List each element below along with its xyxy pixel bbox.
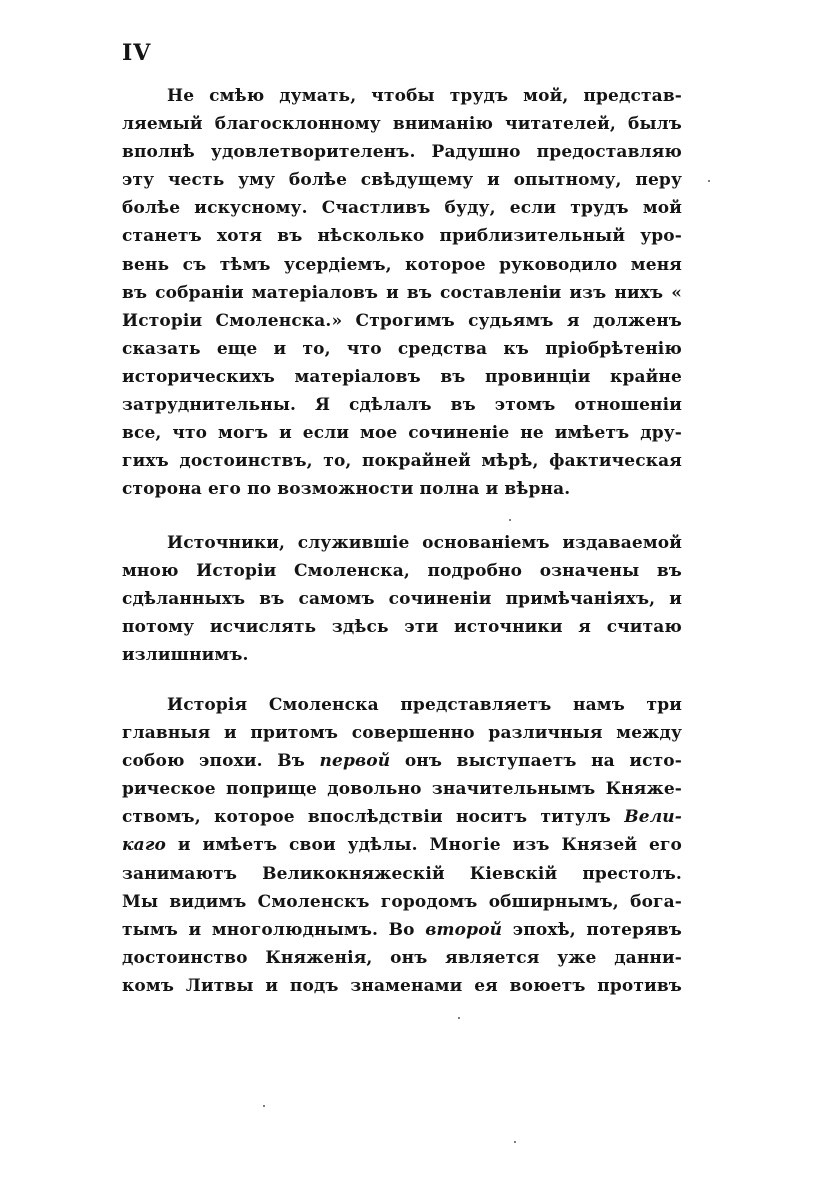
text-line: собою эпохи. Въ первой онъ выступаетъ на исто- [122,751,682,772]
text-line: все, что могъ и если мое сочиненіе не имѣетъ дру- [122,423,682,444]
text-line: излишнимъ. [122,645,249,666]
scan-speck [514,1141,516,1143]
text-line: потому исчислять здѣсь эти источники я считаю [122,617,682,638]
emphasized-word: Вели- [624,807,682,828]
text-line: Источники, служившіе основаніемъ издаваемой [167,533,682,553]
scan-speck [708,180,710,182]
paragraph-1 [122,82,682,503]
text-line: Исторіи Смоленска.» Строгимъ судьямъ я долженъ [122,310,682,331]
text-line: вполнѣ удовлетворителенъ. Радушно предоставляю [122,142,682,163]
text-line: ствомъ, которое впослѣдствіи носитъ титулъ Вели- [122,807,682,828]
text-line: сторона его по возможности полна и вѣрна. [122,479,571,500]
text-line: станетъ хотя въ нѣсколько приблизительный уро- [122,226,682,247]
paragraph-3 [122,691,682,1000]
text-line: сказать еще и то, что средства къ пріобрѣтенію [122,338,682,359]
text-line: каго и имѣетъ свои удѣлы. Многіе изъ Князей его [122,835,682,856]
text-line: тымъ и многолюднымъ. Во второй эпохѣ, потерявъ [122,919,682,940]
text-line: главныя и притомъ совершенно различныя между [122,723,682,744]
paragraph-2 [122,529,682,669]
text-line: историческихъ матеріаловъ въ провинціи крайне [122,366,682,387]
page-number: IV [122,40,152,66]
text-line: вень съ тѣмъ усердіемъ, которое руководило меня [122,254,682,275]
text-line: достоинство Княженія, онъ является уже данни- [122,947,682,968]
text-line: ляемый благосклонному вниманію читателей, былъ [122,114,682,135]
text-line: болѣе искусному. Счастливъ буду, если трудъ мой [122,198,682,219]
scan-speck [509,519,511,521]
emphasized-word: второй [425,919,503,940]
scan-speck [263,1105,265,1107]
text-line: Не смѣю думать, чтобы трудъ мой, представ- [167,86,682,106]
text-line: мною Исторіи Смоленска, подробно означены въ [122,561,682,582]
emphasized-word: первой [319,751,391,772]
text-line: въ собраніи матеріаловъ и въ составленіи изъ нихъ « [122,282,682,303]
text-line: гихъ достоинствъ, то, покрайней мѣрѣ, фактическая [122,451,682,472]
text-line: затруднительны. Я сдѣлалъ въ этомъ отношеніи [122,395,682,416]
text-line: рическое поприще довольно значительнымъ Княже- [122,779,682,800]
text-line: эту честь уму болѣе свѣдущему и опытному, перу [122,170,682,191]
text-line: Мы видимъ Смоленскъ городомъ обширнымъ, бога- [122,891,682,912]
text-line: сдѣланныхъ въ самомъ сочиненіи примѣчаніяхъ, и [122,589,682,610]
text-line: занимаютъ Великокняжескій Кіевскій престолъ. [122,863,682,884]
scan-speck [458,1017,460,1019]
text-line: комъ Литвы и подъ знаменами ея воюетъ противъ [122,975,682,996]
text-line: Исторія Смоленска представляетъ намъ три [167,695,682,715]
emphasized-word: каго [122,835,167,856]
